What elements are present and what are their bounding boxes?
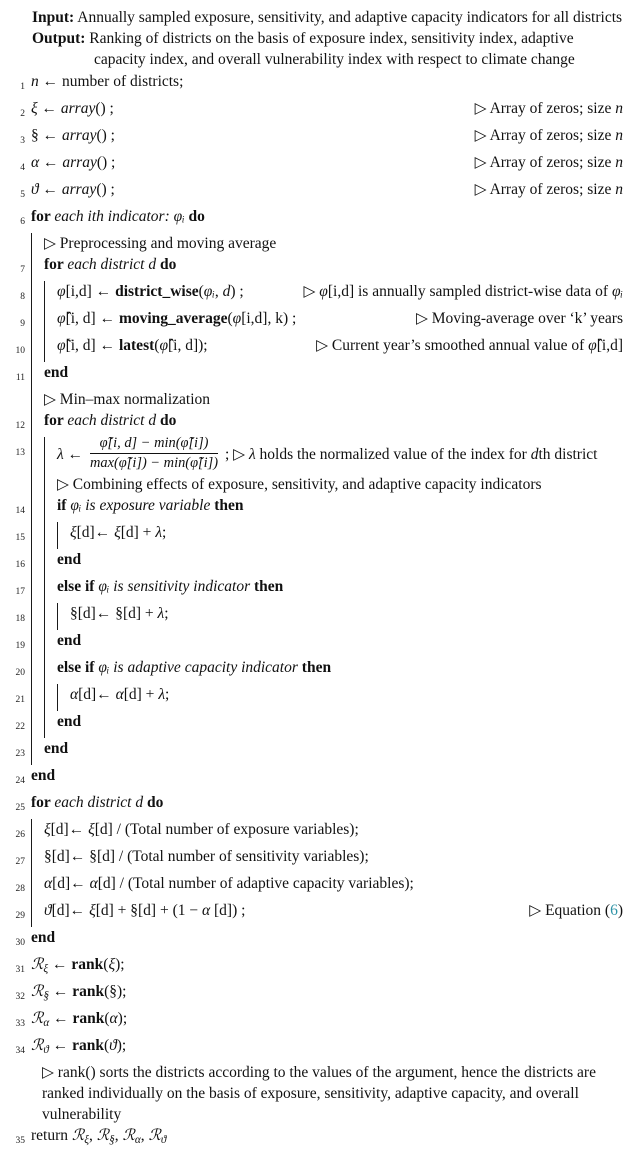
block-rule xyxy=(44,308,57,335)
statement: ℛ$_\xi$ ← rank(ξ); xyxy=(31,956,125,976)
line-content xyxy=(31,98,623,125)
algo-line-18 xyxy=(8,603,623,630)
algorithm-input-line xyxy=(32,7,623,28)
fraction: $\frac{\varphĩ[i, d] - \min(\varphĩ[i])}{\max(\varphĩ[i]) - \min(\varphĩ[i])}$ xyxy=(89,435,219,472)
block-rule xyxy=(57,684,70,711)
algo-line-3 xyxy=(8,125,623,152)
block-rule xyxy=(31,437,44,474)
block-rule xyxy=(44,603,57,630)
algorithm-listing xyxy=(8,71,623,1152)
block-rule xyxy=(31,522,44,549)
line-content xyxy=(57,657,623,684)
block-rule xyxy=(31,819,44,846)
statement: ξ[d]← ξ[d] / (Total number of exposure variables); xyxy=(44,821,359,839)
right-comment: ▷ Current year’s smoothed annual value of φ̂[i,d] xyxy=(316,337,623,354)
statement: for each ith indicator: φᵢ do xyxy=(31,208,205,225)
algo-line-4 xyxy=(8,152,623,179)
line-number: 12 xyxy=(15,421,25,431)
statement: end xyxy=(44,740,69,758)
block-rule xyxy=(57,603,70,630)
block-rule xyxy=(31,738,44,765)
block-rule xyxy=(31,630,44,657)
line-number: 18 xyxy=(15,614,25,625)
line-number: 16 xyxy=(15,560,25,571)
block-rule xyxy=(31,308,44,335)
block-rule xyxy=(31,233,44,254)
line-content xyxy=(70,603,623,630)
line-number: 24 xyxy=(15,776,25,787)
line-number: 15 xyxy=(15,533,25,544)
indent-spacer xyxy=(31,1062,42,1125)
algo-line-27 xyxy=(8,846,623,873)
algo-line-20 xyxy=(8,657,623,684)
block-rule xyxy=(44,495,57,522)
algo-line-14 xyxy=(8,495,623,522)
block-rule xyxy=(31,474,44,495)
block-rule xyxy=(31,711,44,738)
line-number: 33 xyxy=(15,1019,25,1030)
statement: else if φᵢ is sensitivity indicator then xyxy=(57,578,284,596)
line-content xyxy=(57,495,623,522)
statement: φ[i,d] ← district_wise(φᵢ, d) ; xyxy=(57,283,244,300)
line-number: 32 xyxy=(15,992,25,1003)
right-comment: ▷ Array of zeros; size n xyxy=(474,154,623,171)
algo-line-2 xyxy=(8,98,623,125)
line-content xyxy=(57,576,623,603)
line-number: 30 xyxy=(15,938,25,949)
statement: for each district d do xyxy=(31,794,164,812)
statement: §[d]← §[d] / (Total number of sensitivity variables); xyxy=(44,848,369,866)
algo-comment-line xyxy=(8,233,623,254)
line-content xyxy=(57,549,623,576)
right-comment: ▷ φ[i,d] is annually sampled district-wise data of φᵢ xyxy=(303,283,623,300)
line-content xyxy=(31,179,623,206)
block-rule xyxy=(44,437,57,474)
line-content xyxy=(57,474,623,495)
statement: §[d]← §[d] + λ; xyxy=(70,605,169,623)
statement: n ← number of districts; xyxy=(31,73,184,90)
line-content xyxy=(31,954,623,981)
statement: § ← array() ; xyxy=(31,127,115,144)
line-number xyxy=(8,474,25,495)
statement: end xyxy=(57,713,82,731)
input-text: Annually sampled exposure, sensitivity, and adaptive capacity indicators for all districts xyxy=(77,9,623,26)
statement: φ̂[i, d] ← moving_average(φ[i,d], k) ; xyxy=(57,310,297,327)
algo-line-13 xyxy=(8,437,623,474)
block-rule xyxy=(44,549,57,576)
line-content xyxy=(57,281,623,308)
line-content xyxy=(31,71,623,98)
block-rule xyxy=(31,362,44,389)
line-number: 17 xyxy=(15,587,25,598)
statement: end xyxy=(57,632,82,650)
line-number xyxy=(8,233,25,254)
line-number: 27 xyxy=(15,857,25,868)
block-rule xyxy=(31,603,44,630)
algo-line-24 xyxy=(8,765,623,792)
line-number xyxy=(8,1062,25,1125)
algo-line-12 xyxy=(8,410,623,437)
statement: ϑ[d]← ξ[d] + §[d] + (1 − α [d]) ; xyxy=(44,902,246,920)
line-number: 8 xyxy=(20,292,25,302)
line-number: 35 xyxy=(15,1136,25,1147)
line-number: 11 xyxy=(15,373,25,383)
algo-line-22 xyxy=(8,711,623,738)
line-content xyxy=(57,711,623,738)
line-number: 31 xyxy=(15,965,25,976)
line-content xyxy=(57,437,623,474)
statement: else if φᵢ is adaptive capacity indicator then xyxy=(57,659,332,677)
equation-link[interactable]: 6 xyxy=(610,902,618,920)
line-content xyxy=(31,125,623,152)
line-content xyxy=(57,308,623,335)
line-content xyxy=(44,738,623,765)
line-number: 21 xyxy=(15,695,25,706)
block-rule xyxy=(31,335,44,362)
algo-line-8 xyxy=(8,281,623,308)
algo-line-23 xyxy=(8,738,623,765)
algo-line-19 xyxy=(8,630,623,657)
line-number: 10 xyxy=(15,346,25,356)
line-number: 23 xyxy=(15,749,25,760)
block-rule xyxy=(44,522,57,549)
block-rule xyxy=(31,684,44,711)
algo-line-9 xyxy=(8,308,623,335)
statement: end xyxy=(44,364,69,381)
line-content xyxy=(70,522,623,549)
line-content xyxy=(31,981,623,1008)
algo-comment-line xyxy=(8,389,623,410)
statement: ℛ$_\alpha$ ← rank(α); xyxy=(31,1010,128,1030)
algo-line-17 xyxy=(8,576,623,603)
line-content xyxy=(44,389,623,410)
algo-line-33 xyxy=(8,1008,623,1035)
line-number: 28 xyxy=(15,884,25,895)
line-number: 19 xyxy=(15,641,25,652)
statement: return ℛ$_\xi$, ℛ$_\S$, ℛ$_\alpha$, ℛ$_ϑ$ xyxy=(31,1127,167,1147)
algo-comment-line xyxy=(8,1062,623,1125)
algo-line-28 xyxy=(8,873,623,900)
statement: for each district d do xyxy=(44,412,177,429)
right-comment: ▷ Array of zeros; size n xyxy=(474,127,623,144)
algo-line-11 xyxy=(8,362,623,389)
line-number: 4 xyxy=(20,163,25,173)
line-number: 20 xyxy=(15,668,25,679)
algo-line-15 xyxy=(8,522,623,549)
input-label: Input: xyxy=(32,9,75,26)
algo-line-16 xyxy=(8,549,623,576)
right-comment: ▷ Array of zeros; size n xyxy=(474,100,623,117)
block-rule xyxy=(31,576,44,603)
line-content xyxy=(70,684,623,711)
algo-line-1 xyxy=(8,71,623,98)
output-label: Output: xyxy=(32,30,86,47)
output-text: Ranking of districts on the basis of exposure index, sensitivity index, adaptive capacity index, and overall vulnerability index with respect to climate change xyxy=(89,30,575,68)
statement: φ̃[i, d] ← latest(φ̂[i, d]); xyxy=(57,337,208,354)
algo-line-7 xyxy=(8,254,623,281)
line-content xyxy=(31,206,623,233)
line-number: 13 xyxy=(15,448,25,458)
line-number: 29 xyxy=(15,911,25,922)
line-number: 1 xyxy=(20,82,25,92)
line-number: 3 xyxy=(20,136,25,146)
block-rule xyxy=(31,549,44,576)
line-content xyxy=(31,792,623,819)
algo-comment-line xyxy=(8,474,623,495)
statement: ▷ Min–max normalization xyxy=(44,391,211,408)
statement: ▷ rank() sorts the districts according to the values of the argument, hence the districts are ranked individually on the basis of exposure, sensitivity, adaptive capacity, and overall vulnerability xyxy=(42,1064,596,1124)
algo-line-25 xyxy=(8,792,623,819)
block-rule xyxy=(44,576,57,603)
algo-line-30 xyxy=(8,927,623,954)
algo-line-6 xyxy=(8,206,623,233)
block-rule xyxy=(31,254,44,281)
block-rule xyxy=(44,335,57,362)
algo-line-32 xyxy=(8,981,623,1008)
statement: α[d]← α[d] / (Total number of adaptive capacity variables); xyxy=(44,875,414,893)
line-content xyxy=(31,1125,623,1152)
line-content xyxy=(31,1035,623,1062)
statement: ξ[d]← ξ[d] + λ; xyxy=(70,524,167,542)
line-content xyxy=(31,152,623,179)
statement: if φᵢ is exposure variable then xyxy=(57,497,244,515)
block-rule xyxy=(31,281,44,308)
algo-line-10 xyxy=(8,335,623,362)
block-rule xyxy=(31,846,44,873)
line-number: 34 xyxy=(15,1046,25,1057)
algo-line-34 xyxy=(8,1035,623,1062)
line-content xyxy=(31,927,623,954)
line-number: 6 xyxy=(20,217,25,227)
algo-line-31 xyxy=(8,954,623,981)
line-number: 26 xyxy=(15,830,25,841)
statement: ξ ← array() ; xyxy=(31,100,114,117)
line-content xyxy=(44,819,623,846)
algo-line-35 xyxy=(8,1125,623,1152)
block-rule xyxy=(31,900,44,927)
statement: ▷ Combining effects of exposure, sensitivity, and adaptive capacity indicators xyxy=(57,476,542,494)
line-content xyxy=(44,362,623,389)
algo-line-5 xyxy=(8,179,623,206)
statement: for each district d do xyxy=(44,256,177,273)
block-rule xyxy=(31,389,44,410)
statement: ϑ ← array() ; xyxy=(31,181,115,198)
line-number: 22 xyxy=(15,722,25,733)
statement: ℛ$_\S$ ← rank(§); xyxy=(31,983,127,1003)
algo-line-21 xyxy=(8,684,623,711)
line-content xyxy=(44,846,623,873)
line-content xyxy=(31,1008,623,1035)
block-rule xyxy=(44,474,57,495)
line-content xyxy=(44,254,623,281)
block-rule xyxy=(31,657,44,684)
line-number xyxy=(8,389,25,410)
block-rule xyxy=(57,522,70,549)
block-rule xyxy=(44,657,57,684)
line-number: 14 xyxy=(15,506,25,517)
block-rule xyxy=(44,711,57,738)
block-rule xyxy=(44,281,57,308)
line-number: 25 xyxy=(15,803,25,814)
statement: end xyxy=(57,551,82,569)
statement: λ ← $\frac{\varphĩ[i, d] - \min(\varphĩ[i])}{\max(\varphĩ[i]) - \min(\varphĩ[i])}$ ; ▷ λ holds the normalized value of the index for dth district xyxy=(57,435,598,472)
block-rule xyxy=(31,873,44,900)
block-rule xyxy=(44,684,57,711)
algo-line-26 xyxy=(8,819,623,846)
line-content xyxy=(44,873,623,900)
statement: end xyxy=(31,767,56,785)
line-content xyxy=(44,900,623,927)
algorithm-output-line xyxy=(32,28,623,70)
line-content xyxy=(57,335,623,362)
line-content xyxy=(42,1062,623,1125)
algo-line-29 xyxy=(8,900,623,927)
line-number: 9 xyxy=(20,319,25,329)
line-content xyxy=(31,765,623,792)
line-number: 5 xyxy=(20,190,25,200)
statement: ▷ Preprocessing and moving average xyxy=(44,235,277,252)
right-comment: ▷ Equation (6) xyxy=(529,902,623,920)
statement: α[d]← α[d] + λ; xyxy=(70,686,170,704)
block-rule xyxy=(44,630,57,657)
line-content xyxy=(44,410,623,437)
right-comment: ▷ Moving-average over ‘k’ years xyxy=(415,310,623,327)
block-rule xyxy=(31,410,44,437)
statement: α ← array() ; xyxy=(31,154,116,171)
line-number: 7 xyxy=(20,265,25,275)
line-number: 2 xyxy=(20,109,25,119)
line-content xyxy=(57,630,623,657)
statement: end xyxy=(31,929,56,947)
line-content xyxy=(44,233,623,254)
right-comment: ▷ Array of zeros; size n xyxy=(474,181,623,198)
block-rule xyxy=(31,495,44,522)
statement: ℛ$_ϑ$ ← rank(ϑ); xyxy=(31,1037,127,1057)
